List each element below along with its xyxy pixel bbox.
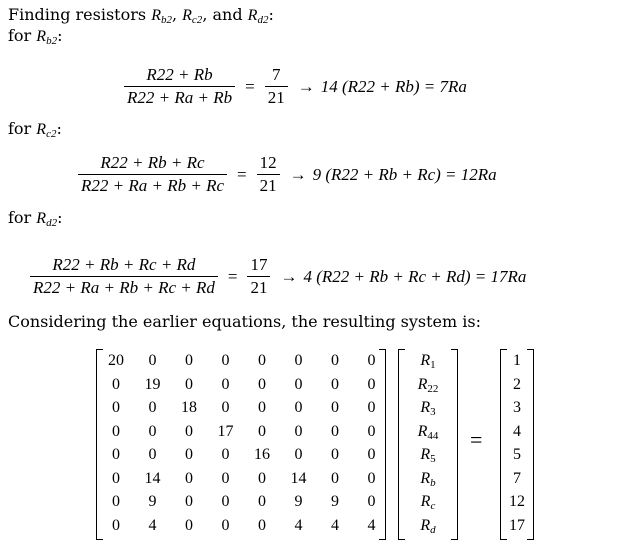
matrix-cell: 18 (181, 399, 197, 416)
matrix-cell: 0 (112, 422, 120, 440)
rhs-cell: 7 (513, 469, 521, 487)
rhs-cell: 3 (513, 399, 521, 416)
matrix-cell: 9 (148, 493, 157, 510)
rhs-cell: 17 (509, 516, 525, 534)
matrix-cell: 0 (112, 399, 120, 416)
vector-cell: $R_1$ (420, 352, 436, 371)
matrix-cell: 0 (367, 352, 376, 369)
denominator: R22 + Ra + Rb (127, 88, 233, 107)
matrix-cell: 0 (185, 422, 193, 440)
matrix-cell: 0 (148, 399, 157, 416)
vector-cell: $R_c$ (420, 493, 436, 512)
matrix-cell: 0 (367, 375, 376, 393)
matrix-cell: 0 (294, 446, 303, 463)
var-rb2: $R_{b2}$ (151, 7, 172, 26)
intro-text: Finding resistors (8, 5, 147, 24)
matrix-cell: 0 (331, 469, 339, 487)
matrix-cell: 4 (331, 516, 339, 534)
matrix-cell: 0 (112, 469, 120, 487)
matrix-cell: 0 (258, 469, 266, 487)
matrix-cell: 0 (185, 493, 193, 510)
system-text: Considering the earlier equations, the resulting system is: (8, 312, 481, 331)
matrix-cell: 16 (254, 446, 270, 463)
matrix-cell: 0 (331, 375, 339, 393)
matrix-cell: 4 (294, 516, 303, 534)
matrix-cell: 0 (258, 516, 266, 534)
matrix-cell: 0 (294, 375, 303, 393)
rhs-vector (500, 349, 534, 538)
value-fraction: $\frac{12}{21}$ (257, 152, 280, 197)
matrix-cell: 14 (290, 469, 307, 487)
equation-rc2: $\frac{R22 + Rb + Rc}{R22 + Ra + Rb + Rc}$ = $\frac{12}{21}$ → 9 (R22 + Rb + Rc) = 12Ra (74, 152, 497, 197)
section-label-rd2: for $R_{d2}$: (8, 208, 63, 229)
matrix-cell: 9 (331, 493, 339, 510)
matrix-cell: 17 (217, 422, 234, 440)
matrix-cell: 0 (112, 493, 120, 510)
intro-line: Finding resistors $R_{b2}$, $R_{c2}$, and $R_{d2}$: (8, 5, 274, 26)
matrix-cell: 0 (221, 446, 230, 463)
lhs-fraction (124, 64, 235, 109)
matrix-cell: 20 (108, 352, 124, 369)
matrix-cell: 0 (112, 446, 120, 463)
matrix-cell: 0 (148, 446, 157, 463)
coefficient-matrix (96, 349, 386, 538)
section-label-rb2: for $R_{b2}$: (8, 26, 63, 47)
matrix-cell: 0 (221, 375, 230, 393)
matrix-cell: 0 (294, 352, 303, 369)
matrix-cell: 4 (148, 516, 157, 534)
matrix-cell: 0 (185, 469, 193, 487)
equation-rd2: $\frac{R22 + Rb + Rc + Rd}{R22 + Ra + Rb + Rc + Rd}$ = $\frac{17}{21}$ → 4 (R22 + Rb + Rc + Rd) = 17Ra (26, 254, 526, 299)
numerator: R22 + Rb (146, 65, 213, 84)
matrix-cell: 0 (258, 352, 266, 369)
equals-sign: = (470, 427, 483, 452)
matrix-cell: 0 (367, 469, 376, 487)
result: 14 (R22 + Rb) = 7Ra (320, 76, 467, 96)
matrix-cell: 0 (185, 375, 193, 393)
value-fraction: $\frac{17}{21}$ (247, 254, 270, 299)
matrix-cell: 0 (221, 469, 230, 487)
matrix-cell: 0 (221, 516, 230, 534)
matrix-cell: 0 (185, 352, 193, 369)
matrix-cell: 14 (144, 469, 161, 487)
var-rc2: $R_{c2}$ (182, 7, 203, 26)
rhs-cell: 1 (513, 352, 521, 369)
matrix-cell: 4 (367, 516, 376, 534)
matrix-cell: 9 (294, 493, 303, 510)
matrix-cell: 0 (331, 352, 339, 369)
matrix-cell: 0 (221, 352, 230, 369)
matrix-cell: 0 (331, 422, 339, 440)
matrix-cell: 0 (331, 399, 339, 416)
vector-cell: $R_{22}$ (417, 375, 439, 395)
matrix-cell: 0 (258, 422, 266, 440)
matrix-cell: 0 (185, 516, 193, 534)
matrix-cell: 0 (258, 399, 266, 416)
matrix-cell: 0 (367, 446, 376, 463)
matrix-cell: 0 (367, 422, 376, 440)
rhs-cell: 5 (513, 446, 521, 463)
matrix-cell: 0 (221, 399, 230, 416)
and-text: and (212, 5, 243, 24)
equation-rb2: $\frac{R22 + Rb}{R22 + Ra + Rb}$ = $\frac{7}{21}$ → 14 (R22 + Rb) = 7Ra (120, 64, 467, 109)
matrix-cell: 19 (144, 375, 161, 393)
lhs-fraction: $\frac{R22 + Rb + Rc + Rd}{R22 + Ra + Rb + Rc + Rd}$ (30, 254, 218, 299)
result: 4 (R22 + Rb + Rc + Rd) = 17Ra (303, 266, 527, 286)
matrix-cell: 0 (367, 493, 376, 510)
variable-vector (398, 349, 458, 538)
var-rd2: $R_{d2}$ (247, 7, 269, 26)
matrix-cell: 0 (258, 375, 266, 393)
matrix-cell: 0 (258, 493, 266, 510)
value-fraction: $\frac{7}{21}$ (265, 64, 288, 109)
vector-cell: $R_3$ (420, 399, 436, 418)
matrix-cell: 0 (367, 399, 376, 416)
matrix-cell: 0 (112, 375, 120, 393)
matrix-cell: 0 (294, 399, 303, 416)
rhs-cell: 12 (509, 493, 525, 510)
vector-cell: $R_5$ (420, 446, 436, 465)
matrix-cell: 0 (148, 352, 157, 369)
section-label-rc2: for $R_{c2}$: (8, 119, 62, 140)
matrix-cell: 0 (221, 493, 230, 510)
rhs-cell: 2 (513, 375, 521, 393)
matrix-cell: 0 (331, 446, 339, 463)
matrix-cell: 0 (148, 422, 157, 440)
result: 9 (R22 + Rb + Rc) = 12Ra (312, 164, 497, 184)
matrix-cell: 0 (185, 446, 193, 463)
vector-cell: $R_b$ (420, 469, 436, 489)
matrix-cell: 0 (294, 422, 303, 440)
rhs-cell: 4 (513, 422, 521, 440)
matrix-cell: 0 (112, 516, 120, 534)
vector-cell: $R_d$ (420, 516, 436, 536)
vector-cell: $R_{44}$ (417, 422, 439, 442)
lhs-fraction: $\frac{R22 + Rb + Rc}{R22 + Ra + Rb + Rc}$ (78, 152, 227, 197)
